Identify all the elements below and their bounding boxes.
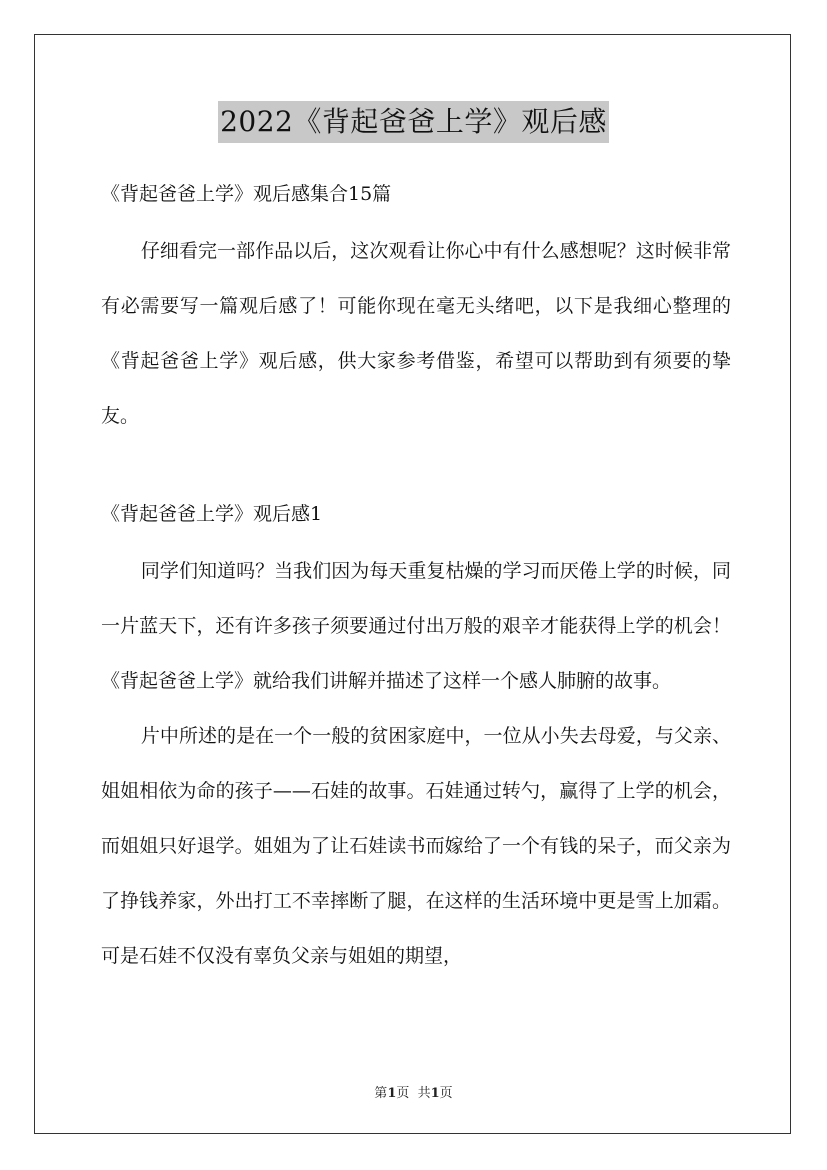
body-paragraph-2: 片中所述的是在一个一般的贫困家庭中，一位从小失去母爱，与父亲、姐姐相依为命的孩子——石娃的故事。石娃通过转勺，赢得了上学的机会，而姐姐只好退学。姐姐为了让石娃读书而嫁给了一个有钱的呆子，而父亲为了挣钱养家，外出打工不幸摔断了腿，在这样的生活环境中更是雪上加霜。可是石娃不仅没有辜负父亲与姐姐的期望， <box>101 725 731 967</box>
section-heading: 《背起爸爸上学》观后感1 <box>101 503 323 525</box>
title-container <box>0 101 827 143</box>
footer-prefix: 第 <box>374 1086 388 1101</box>
footer-suffix: 页 <box>439 1086 453 1101</box>
footer-total-pages: 1 <box>430 1086 440 1101</box>
intro-paragraph: 仔细看完一部作品以后，这次观看让你心中有什么感想呢？这时候非常有必需要写一篇观后感了！可能你现在毫无头绪吧，以下是我细心整理的《背起爸爸上学》观后感，供大家参考借鉴，希望可以帮助到有须要的挚友。 <box>101 240 731 427</box>
page-footer <box>0 1082 827 1101</box>
footer-mid: 页 共 <box>396 1086 431 1101</box>
document-title: 2022《背起爸爸上学》观后感 <box>218 101 609 143</box>
body-paragraph-1: 同学们知道吗？当我们因为每天重复枯燥的学习而厌倦上学的时候，同一片蓝天下，还有许多孩子须要通过付出万般的艰辛才能获得上学的机会！《背起爸爸上学》就给我们讲解并描述了这样一个感人肺腑的故事。 <box>101 560 731 692</box>
document-body <box>101 176 731 984</box>
document-subtitle: 《背起爸爸上学》观后感集合15篇 <box>101 183 392 205</box>
footer-current-page: 1 <box>387 1086 397 1101</box>
